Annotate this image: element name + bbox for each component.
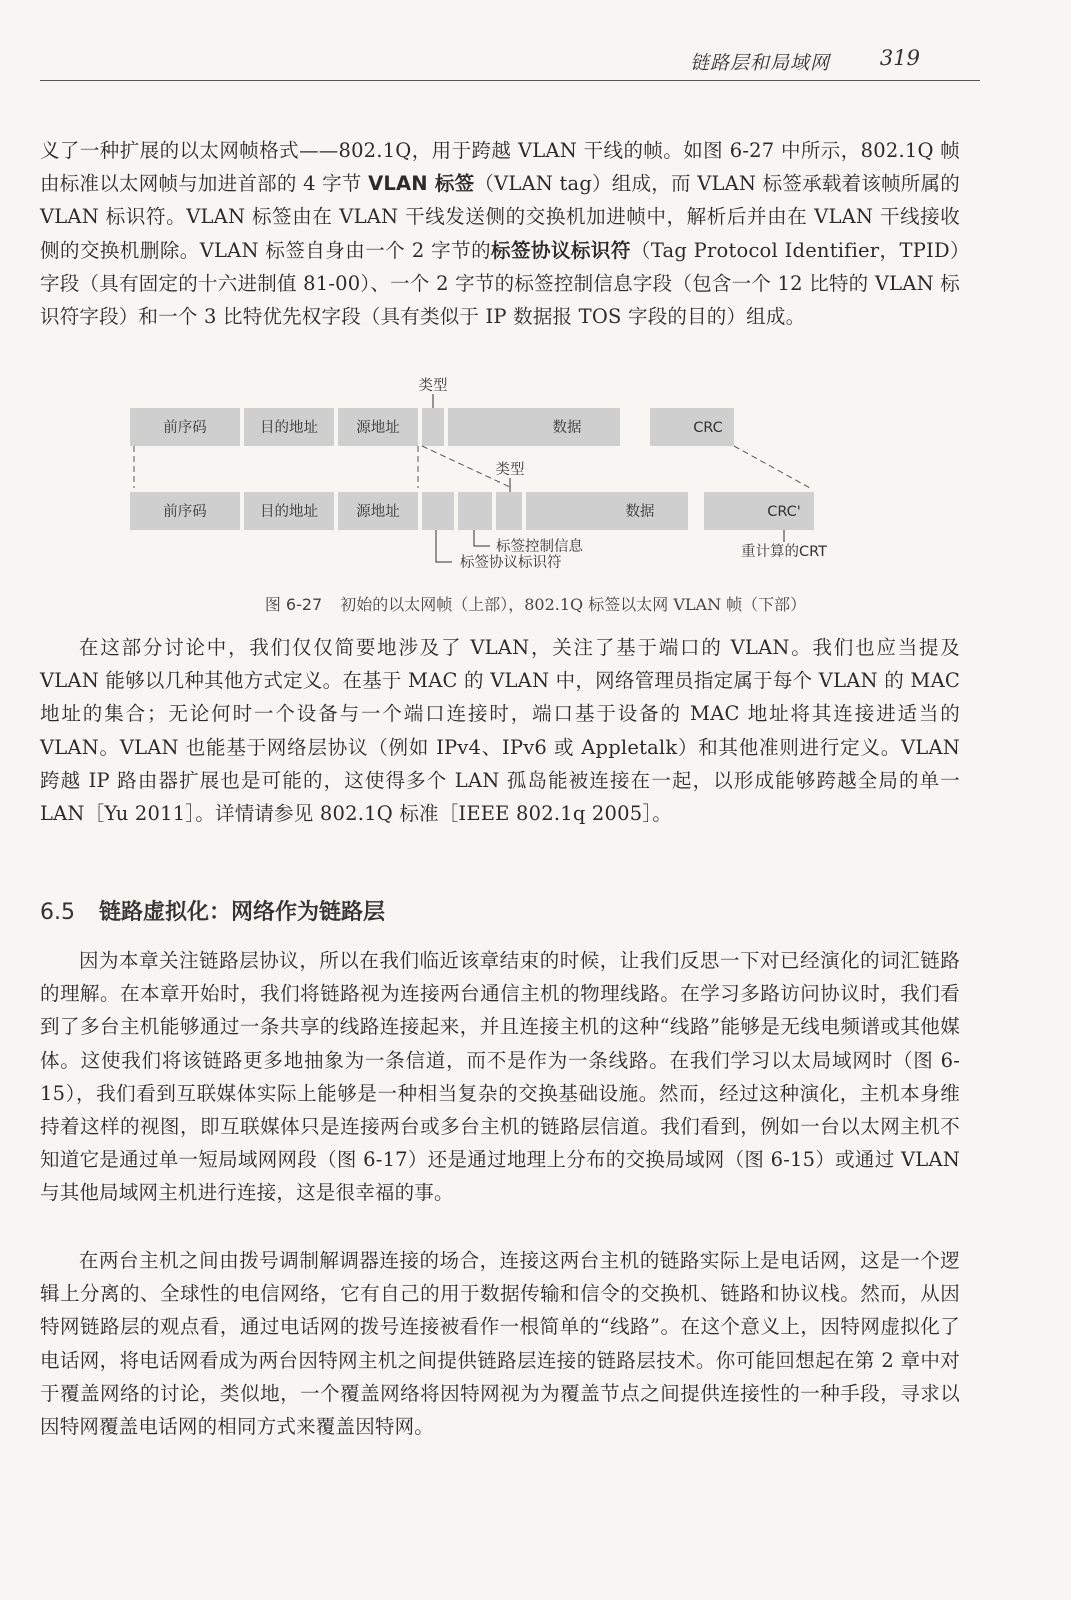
page-number: 319 [879, 46, 920, 70]
section-title: 链路虚拟化：网络作为链路层 [99, 900, 386, 925]
top-dest-label: 目的地址 [260, 420, 318, 436]
frame-diagram [130, 370, 850, 580]
bottom-data-box [526, 492, 688, 530]
term-vlan-tag: VLAN 标签 [368, 172, 475, 196]
top-type-label: 类型 [418, 378, 448, 394]
bottom-tpid-box [422, 492, 454, 530]
section-number: 6.5 [40, 900, 75, 925]
bottom-type-label: 类型 [495, 462, 525, 478]
running-title: 链路层和局域网 [689, 52, 830, 74]
top-src-label: 源地址 [356, 420, 400, 436]
top-frame [130, 376, 734, 446]
caption-number: 图 6-27 [264, 595, 323, 614]
bottom-type-box [496, 492, 522, 530]
para1-text-2: （VLAN tag）组成，而 VLAN 标签承载着该帧所属的 VLAN 标识符。VLAN 标签由在 VLAN 干线发送侧的交换机加进帧中，解析后并由在 VLAN 干线接收侧的交换机删除。VLAN 标签自身由一个 2 字节的 [40, 172, 960, 262]
figure-caption [0, 592, 1071, 615]
caption-text: 初始的以太网帧（上部），802.1Q 标签以太网 VLAN 帧（下部） [340, 595, 807, 614]
bottom-crc-label: CRC' [767, 504, 801, 520]
paragraph-vlan-tag [40, 134, 960, 333]
para1-text-3: （Tag Protocol Identifier，TPID）字段（具有固定的十六进制值 81-00）、一个 2 字节的标签控制信息字段（包含一个 12 比特的 VLAN 标识符字段）和一个 3 比特优先权字段（具有类似于 IP 数据报 TOS 字段的目的）组成。 [40, 238, 961, 329]
paragraph-dialup-virtualization: 在两台主机之间由拨号调制解调器连接的场合，连接这两台主机的链路实际上是电话网，这是一个逻辑上分离的、全球性的电信网络，它有自己的用于数据传输和信令的交换机、链路和协议栈。然而，从因特网链路层的观点看，通过电话网的拨号连接被看作一根简单的“线路”。在这个意义上，因特网虚拟化了电话网，将电话网看成为两台因特网主机之间提供链路层连接的链路层技术。你可能回想起在第 2 章中对于覆盖网络的讨论，类似地，一个覆盖网络将因特网视为为覆盖节点之间提供连接性的一种手段，寻求以因特网覆盖电话网的相同方式来覆盖因特网。 [40, 1249, 960, 1439]
bottom-preamble-label: 前序码 [163, 504, 207, 520]
recomputed-crc-label: 重计算的CRT [740, 544, 828, 560]
top-data-box [448, 408, 620, 446]
paragraph-link-abstraction: 因为本章关注链路层协议，所以在我们临近该章结束的时候，让我们反思一下对已经演化的词汇链路的理解。在本章开始时，我们将链路视为连接两台通信主机的物理线路。在学习多路访问协议时，我们看到了多台主机能够通过一条共享的线路连接起来，并且连接主机的这种“线路”能够是无线电频谱或其他媒体。这使我们将该链路更多地抽象为一条信道，而不是作为一条线路。在我们学习以太局域网时（图 6-15），我们看到互联媒体实际上能够是一种相当复杂的交换基础设施。然而，经过这种演化，主机本身维持着这样的视图，即互联媒体只是连接两台或多台主机的链路层信道。我们看到，例如一台以太网主机不知道它是通过单一短局域网网段（图 6-17）还是通过地理上分布的交换局域网（图 6-15）或通过 VLAN 与其他局域网主机进行连接，这是很幸福的事。 [40, 949, 960, 1205]
bottom-dest-label: 目的地址 [260, 504, 318, 520]
top-preamble-label: 前序码 [163, 420, 207, 436]
bottom-src-label: 源地址 [356, 504, 400, 520]
bottom-tag-control-box [458, 492, 492, 530]
tpid-label: 标签协议标识符 [460, 555, 562, 571]
tag-control-label: 标签控制信息 [496, 539, 583, 555]
bottom-data-label: 数据 [625, 504, 655, 520]
paragraph-vlan-types: 在这部分讨论中，我们仅仅简要地涉及了 VLAN，关注了基于端口的 VLAN。我们也应当提及 VLAN 能够以几种其他方式定义。在基于 MAC 的 VLAN 中，网络管理员指定属于每个 VLAN 的 MAC 地址的集合；无论何时一个设备与一个端口连接时，端口基于设备的 MAC 地址将其连接进适当的 VLAN。VLAN 也能基于网络层协议（例如 IPv4、IPv6 或 Appletalk）和其他准则进行定义。VLAN 跨越 IP 路由器扩展也是可能的，这使得多个 LAN 孤岛能被连接在一起，以形成能够跨越全局的单一 LAN［Yu 2011］。详情请参见 802.1Q 标准［IEEE 802.1q 2005］。 [40, 636, 960, 826]
connector-lines [134, 446, 810, 488]
top-crc-label: CRC [693, 420, 723, 436]
page-header [40, 44, 980, 81]
top-type-box [422, 408, 444, 446]
figure-6-27 [130, 370, 850, 580]
term-tpid: 标签协议标识符 [491, 238, 631, 262]
bottom-frame [130, 460, 814, 530]
section-heading [40, 895, 385, 926]
para1-text-1: 义了一种扩展的以太网帧格式——802.1Q，用于跨越 VLAN 干线的帧。如图 6-27 中所示，802.1Q 帧由标准以太网帧与加进首部的 4 字节 [40, 139, 960, 196]
top-data-label: 数据 [552, 420, 582, 436]
